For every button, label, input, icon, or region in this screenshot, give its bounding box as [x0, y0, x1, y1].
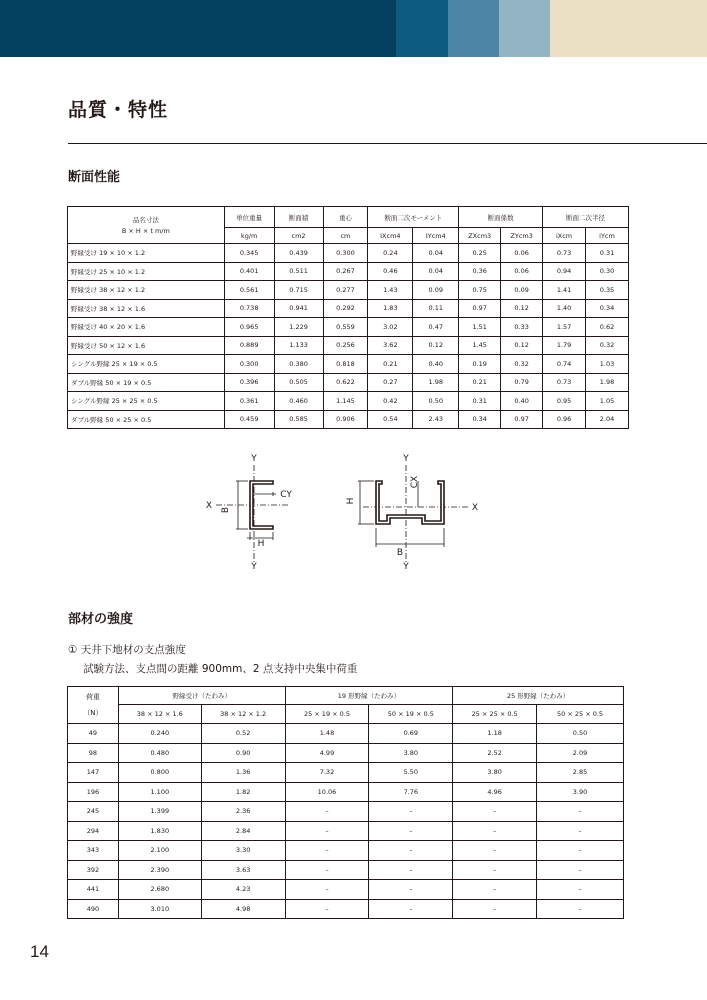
- table-cell: 0.40: [413, 355, 459, 374]
- band-segment-3: [448, 0, 499, 57]
- table-row: [68, 724, 624, 744]
- table-cell: –: [369, 841, 453, 861]
- table-cell: 7.32: [285, 763, 369, 783]
- row-name: 野縁受け 25 × 10 × 1.2: [68, 262, 225, 281]
- table-cell: 3.80: [369, 743, 453, 763]
- table-cell: –: [453, 841, 537, 861]
- table-cell: 0.361: [224, 392, 274, 411]
- table-cell: –: [537, 841, 624, 861]
- unit-cell: iYcm: [586, 228, 629, 244]
- table-cell: –: [537, 880, 624, 900]
- table-cell: 0.906: [323, 410, 368, 429]
- table-cell: –: [369, 821, 453, 841]
- table-cell: 0.300: [224, 355, 274, 374]
- table-cell: –: [537, 860, 624, 880]
- table-cell: 0.31: [459, 392, 501, 411]
- table-cell: 1.03: [586, 355, 629, 374]
- table-cell: 1.98: [413, 373, 459, 392]
- table-cell: 3.90: [537, 782, 624, 802]
- cross-section-diagram: [200, 452, 500, 570]
- table-cell: 1.98: [586, 373, 629, 392]
- header-centroid: 重心: [323, 207, 368, 228]
- table-cell: 0.818: [323, 355, 368, 374]
- table-cell: 3.63: [201, 860, 285, 880]
- section-title-member-strength: 部材の強度: [68, 612, 134, 627]
- page-number: 14: [30, 942, 49, 961]
- row-load: 490: [68, 899, 119, 919]
- table-cell: 0.54: [368, 410, 413, 429]
- unit-cell: ZXcm3: [459, 228, 501, 244]
- row-load: 49: [68, 724, 119, 744]
- table-cell: 0.12: [501, 336, 543, 355]
- table-cell: 2.09: [537, 743, 624, 763]
- table-cell: 1.145: [323, 392, 368, 411]
- table-cell: –: [453, 821, 537, 841]
- header-moment: 断面二次モーメント: [368, 207, 459, 228]
- table-cell: 3.30: [201, 841, 285, 861]
- table-cell: 0.52: [201, 724, 285, 744]
- table-row: [68, 281, 629, 300]
- table-cell: –: [537, 821, 624, 841]
- table-cell: 0.240: [118, 724, 201, 744]
- table-row: [68, 336, 629, 355]
- table-cell: 1.133: [274, 336, 323, 355]
- header-group-25: 25 形野縁（たわみ）: [453, 687, 624, 705]
- table-cell: 0.04: [413, 244, 459, 263]
- table-row: [68, 860, 624, 880]
- table-row: [68, 821, 624, 841]
- table-cell: 0.30: [586, 262, 629, 281]
- table-cell: 2.84: [201, 821, 285, 841]
- table-cell: 2.43: [413, 410, 459, 429]
- subheader-cell: 25 × 25 × 0.5: [453, 705, 537, 724]
- table-cell: 0.73: [543, 244, 586, 263]
- label-x-right: X: [471, 503, 479, 513]
- table-cell: –: [453, 899, 537, 919]
- table-cell: 0.256: [323, 336, 368, 355]
- row-name: シングル野縁 25 × 25 × 0.5: [68, 392, 225, 411]
- table-cell: 0.715: [274, 281, 323, 300]
- table-cell: 2.680: [118, 880, 201, 900]
- table-cell: 1.45: [459, 336, 501, 355]
- row-name: 野縁受け 50 × 12 × 1.6: [68, 336, 225, 355]
- label-cx: CX: [410, 475, 420, 489]
- section-properties-table: [67, 206, 629, 429]
- row-name: ダブル野縁 50 × 25 × 0.5: [68, 410, 225, 429]
- table-row: [68, 392, 629, 411]
- row-load: 392: [68, 860, 119, 880]
- table-row: [68, 880, 624, 900]
- table-cell: 0.35: [586, 281, 629, 300]
- label-y-top-right: Y: [403, 454, 409, 464]
- table-cell: 0.97: [501, 410, 543, 429]
- table-cell: 0.460: [274, 392, 323, 411]
- unit-cell: ZYcm3: [501, 228, 543, 244]
- band-segment-4: [499, 0, 550, 57]
- table-cell: 0.90: [201, 743, 285, 763]
- table-cell: 0.32: [501, 355, 543, 374]
- table-cell: 0.511: [274, 262, 323, 281]
- table-cell: 2.390: [118, 860, 201, 880]
- table-cell: 0.33: [501, 318, 543, 337]
- table-cell: 4.98: [201, 899, 285, 919]
- label-h-right: H: [346, 497, 356, 505]
- table-cell: 0.36: [459, 262, 501, 281]
- table-row: [68, 244, 629, 263]
- table-cell: 0.96: [543, 410, 586, 429]
- table-cell: 0.561: [224, 281, 274, 300]
- table-cell: 3.010: [118, 899, 201, 919]
- header-load: 荷重: [85, 693, 100, 701]
- table-cell: 0.459: [224, 410, 274, 429]
- table-cell: 0.06: [501, 262, 543, 281]
- table-cell: 0.06: [501, 244, 543, 263]
- table-cell: 1.41: [543, 281, 586, 300]
- table-cell: 3.02: [368, 318, 413, 337]
- table-cell: 0.34: [586, 299, 629, 318]
- table-cell: –: [369, 860, 453, 880]
- table-cell: 4.99: [285, 743, 369, 763]
- table-cell: 3.80: [453, 763, 537, 783]
- header-group-runner: 野縁受け（たわみ）: [118, 687, 285, 705]
- label-cy: CY: [280, 490, 292, 500]
- table-cell: 1.40: [543, 299, 586, 318]
- table-cell: 2.85: [537, 763, 624, 783]
- table-cell: 0.27: [368, 373, 413, 392]
- row-name: 野縁受け 38 × 12 × 1.2: [68, 281, 225, 300]
- table-cell: 0.09: [501, 281, 543, 300]
- table-cell: 0.585: [274, 410, 323, 429]
- table-cell: 0.21: [459, 373, 501, 392]
- table-cell: –: [285, 880, 369, 900]
- header-color-band: [0, 0, 707, 57]
- title-divider: [68, 143, 707, 144]
- header-area: 断面積: [274, 207, 323, 228]
- table-cell: 0.46: [368, 262, 413, 281]
- table-cell: 0.25: [459, 244, 501, 263]
- table-cell: 0.09: [413, 281, 459, 300]
- row-load: 245: [68, 802, 119, 822]
- header-load-cell: [68, 687, 119, 724]
- label-y-bottom-left: Y: [251, 562, 257, 570]
- table-cell: 2.36: [201, 802, 285, 822]
- note-test-method: 試験方法、支点間の距離 900mm、2 点支持中央集中荷重: [83, 663, 358, 675]
- table-cell: 0.738: [224, 299, 274, 318]
- table-cell: –: [537, 899, 624, 919]
- table-cell: –: [285, 899, 369, 919]
- row-load: 441: [68, 880, 119, 900]
- table-cell: 0.292: [323, 299, 368, 318]
- table-cell: –: [285, 802, 369, 822]
- table-row: [68, 841, 624, 861]
- table-cell: 1.18: [453, 724, 537, 744]
- table-row: [68, 318, 629, 337]
- table-cell: –: [453, 880, 537, 900]
- table-cell: 2.100: [118, 841, 201, 861]
- unit-cell: cm2: [274, 228, 323, 244]
- table-cell: 1.83: [368, 299, 413, 318]
- subheader-cell: 38 × 12 × 1.6: [118, 705, 201, 724]
- label-y-bottom-right: Y: [403, 562, 409, 570]
- unit-cell: IYcm4: [413, 228, 459, 244]
- table-cell: 1.36: [201, 763, 285, 783]
- table-row: [68, 899, 624, 919]
- table-cell: 0.12: [501, 299, 543, 318]
- table-cell: 0.69: [369, 724, 453, 744]
- table-cell: 1.79: [543, 336, 586, 355]
- table-row: [68, 763, 624, 783]
- table-cell: 0.11: [413, 299, 459, 318]
- row-load: 294: [68, 821, 119, 841]
- table-cell: 0.47: [413, 318, 459, 337]
- table-cell: 0.62: [586, 318, 629, 337]
- table-cell: 1.830: [118, 821, 201, 841]
- member-strength-table: [67, 686, 624, 919]
- table-cell: 0.34: [459, 410, 501, 429]
- band-segment-1: [0, 0, 396, 57]
- unit-cell: kg/m: [224, 228, 274, 244]
- table-cell: 1.51: [459, 318, 501, 337]
- table-cell: 1.48: [285, 724, 369, 744]
- table-cell: 0.75: [459, 281, 501, 300]
- table-row: [68, 743, 624, 763]
- table-cell: 0.439: [274, 244, 323, 263]
- table-cell: 1.229: [274, 318, 323, 337]
- table-cell: –: [285, 821, 369, 841]
- table-cell: 0.965: [224, 318, 274, 337]
- table-row: [68, 373, 629, 392]
- table-cell: 0.50: [413, 392, 459, 411]
- table-cell: 2.52: [453, 743, 537, 763]
- table-cell: 0.559: [323, 318, 368, 337]
- label-x-left: X: [205, 501, 213, 511]
- table-cell: 0.19: [459, 355, 501, 374]
- label-b-left: B: [221, 506, 231, 514]
- table-cell: 1.100: [118, 782, 201, 802]
- unit-cell: iXcm: [543, 228, 586, 244]
- table-cell: 0.31: [586, 244, 629, 263]
- table-cell: 0.622: [323, 373, 368, 392]
- table-cell: 10.06: [285, 782, 369, 802]
- table-cell: 0.12: [413, 336, 459, 355]
- band-segment-5: [550, 0, 707, 57]
- subheader-cell: 50 × 19 × 0.5: [369, 705, 453, 724]
- unit-cell: cm: [323, 228, 368, 244]
- table-cell: 1.399: [118, 802, 201, 822]
- table-cell: –: [369, 899, 453, 919]
- table-cell: 1.82: [201, 782, 285, 802]
- table-cell: 0.267: [323, 262, 368, 281]
- table-cell: 0.32: [586, 336, 629, 355]
- row-name: ダブル野縁 50 × 19 × 0.5: [68, 373, 225, 392]
- table-row: [68, 355, 629, 374]
- label-b-right: B: [396, 548, 404, 558]
- table-cell: 0.04: [413, 262, 459, 281]
- table-cell: –: [453, 860, 537, 880]
- unit-cell: IXcm4: [368, 228, 413, 244]
- row-load: 98: [68, 743, 119, 763]
- table-cell: –: [369, 880, 453, 900]
- table-cell: 0.24: [368, 244, 413, 263]
- table-cell: 0.50: [537, 724, 624, 744]
- row-name: 野縁受け 38 × 12 × 1.6: [68, 299, 225, 318]
- table-row: [68, 782, 624, 802]
- table-cell: 0.941: [274, 299, 323, 318]
- header-modulus: 断面係数: [459, 207, 543, 228]
- table-cell: 0.79: [501, 373, 543, 392]
- header-name-sub: B × H × t m/m: [121, 227, 170, 235]
- header-group-19: 19 形野縁（たわみ）: [285, 687, 453, 705]
- table-cell: 0.889: [224, 336, 274, 355]
- table-cell: 0.42: [368, 392, 413, 411]
- header-unit-weight: 単位重量: [224, 207, 274, 228]
- table-cell: 0.345: [224, 244, 274, 263]
- table-row: [68, 262, 629, 281]
- table-cell: 0.21: [368, 355, 413, 374]
- section-title-section-properties: 断面性能: [68, 170, 121, 185]
- table-cell: 0.380: [274, 355, 323, 374]
- table-cell: 2.04: [586, 410, 629, 429]
- row-name: 野縁受け 19 × 10 × 1.2: [68, 244, 225, 263]
- table-cell: 1.43: [368, 281, 413, 300]
- table-cell: 0.800: [118, 763, 201, 783]
- header-name: 品名寸法: [132, 216, 159, 224]
- table-row: [68, 299, 629, 318]
- row-name: シングル野縁 25 × 19 × 0.5: [68, 355, 225, 374]
- table-cell: –: [453, 802, 537, 822]
- row-name: 野縁受け 40 × 20 × 1.6: [68, 318, 225, 337]
- band-segment-2: [396, 0, 448, 57]
- table-cell: 0.401: [224, 262, 274, 281]
- table-cell: 0.97: [459, 299, 501, 318]
- header-load-unit: （N）: [83, 709, 103, 717]
- table-cell: –: [537, 802, 624, 822]
- table-cell: 0.73: [543, 373, 586, 392]
- table-cell: 4.96: [453, 782, 537, 802]
- table-row: [68, 410, 629, 429]
- table-cell: 1.05: [586, 392, 629, 411]
- table-cell: 3.62: [368, 336, 413, 355]
- row-load: 196: [68, 782, 119, 802]
- table-cell: 0.74: [543, 355, 586, 374]
- table-cell: 0.94: [543, 262, 586, 281]
- table-cell: 0.480: [118, 743, 201, 763]
- table-row: [68, 802, 624, 822]
- row-load: 147: [68, 763, 119, 783]
- table-cell: 0.300: [323, 244, 368, 263]
- note-support-strength: ① 天井下地材の支点強度: [68, 644, 186, 656]
- table-cell: –: [285, 841, 369, 861]
- table-cell: 1.57: [543, 318, 586, 337]
- header-radius: 断面二次半径: [543, 207, 629, 228]
- table-cell: –: [369, 802, 453, 822]
- table-cell: 0.277: [323, 281, 368, 300]
- header-name-cell: [68, 207, 225, 244]
- table-cell: 0.396: [224, 373, 274, 392]
- label-h-left: H: [257, 539, 265, 549]
- subheader-cell: 38 × 12 × 1.2: [201, 705, 285, 724]
- table-cell: 4.23: [201, 880, 285, 900]
- row-load: 343: [68, 841, 119, 861]
- page-title: 品質・特性: [68, 99, 169, 121]
- table-cell: 0.95: [543, 392, 586, 411]
- table-cell: 0.505: [274, 373, 323, 392]
- table-cell: –: [285, 860, 369, 880]
- label-y-top-left: Y: [251, 454, 257, 464]
- table-cell: 5.50: [369, 763, 453, 783]
- table-cell: 7.76: [369, 782, 453, 802]
- table-cell: 0.40: [501, 392, 543, 411]
- subheader-cell: 50 × 25 × 0.5: [537, 705, 624, 724]
- subheader-cell: 25 × 19 × 0.5: [285, 705, 369, 724]
